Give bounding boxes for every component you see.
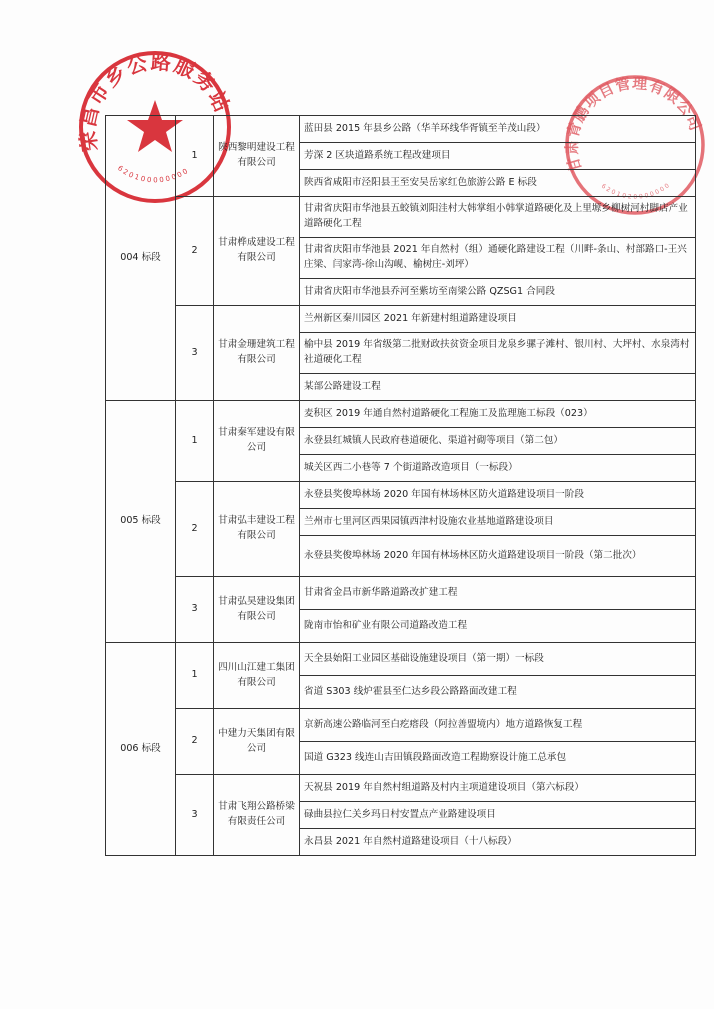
company-name: 甘肃弘丰建设工程有限公司	[214, 482, 300, 577]
table-row	[106, 577, 696, 610]
company-number: 1	[176, 116, 214, 197]
company-number: 1	[176, 401, 214, 482]
project-name: 甘肃省金昌市新华路道路改扩建工程	[300, 577, 696, 610]
project-name: 兰州新区秦川园区 2021 年新建村组道路建设项目	[300, 306, 696, 333]
company-number: 2	[176, 709, 214, 775]
right-seal-code: 6201020000000	[599, 181, 673, 201]
company-number: 3	[176, 577, 214, 643]
table-row	[106, 709, 696, 742]
table-row	[106, 482, 696, 509]
project-name: 麦积区 2019 年通自然村道路硬化工程施工及监理施工标段（023）	[300, 401, 696, 428]
project-name: 碌曲县拉仁关乡玛日村安置点产业路建设项目	[300, 802, 696, 829]
table-row	[106, 197, 696, 238]
left-seal-code: 620100000000	[116, 164, 191, 185]
project-name: 城关区西二小巷等 7 个街道路改造项目（一标段）	[300, 455, 696, 482]
company-name: 陕西黎明建设工程有限公司	[214, 116, 300, 197]
table-row	[106, 401, 696, 428]
company-name: 甘肃桦成建设工程有限公司	[214, 197, 300, 306]
section-label: 004 标段	[106, 116, 176, 401]
company-name: 四川山江建工集团有限公司	[214, 643, 300, 709]
company-number: 2	[176, 482, 214, 577]
company-number: 3	[176, 306, 214, 401]
table-row	[106, 306, 696, 333]
bid-section-table	[105, 115, 696, 856]
company-name: 甘肃秦军建设有限公司	[214, 401, 300, 482]
project-name: 省道 S303 线炉霍县至仁达乡段公路路面改建工程	[300, 676, 696, 709]
section-label: 005 标段	[106, 401, 176, 643]
project-name: 蓝田县 2015 年县乡公路（华羊环线华胥镇至羊茂山段）	[300, 116, 696, 143]
project-name: 天祝县 2019 年自然村组道路及村内主项道建设项目（第六标段）	[300, 775, 696, 802]
project-name: 永昌县 2021 年自然村道路建设项目（十八标段）	[300, 829, 696, 856]
project-name: 甘肃省庆阳市华池县 2021 年自然村（组）通硬化路建设工程（川畔-条山、村部路口-王兴庄梁、闫家湾-徐山沟岘、榆树庄-刘坪）	[300, 238, 696, 279]
project-name: 永登县奖俊埠林场 2020 年国有林场林区防火道路建设项目一阶段	[300, 482, 696, 509]
company-name: 中建力天集团有限公司	[214, 709, 300, 775]
table-row	[106, 775, 696, 802]
project-name: 榆中县 2019 年省级第二批财政扶贫资金项目龙泉乡骡子滩村、银川村、大坪村、水泉湾村社道硬化工程	[300, 333, 696, 374]
project-name: 某部公路建设工程	[300, 374, 696, 401]
company-name: 甘肃弘昊建设集团有限公司	[214, 577, 300, 643]
company-number: 1	[176, 643, 214, 709]
right-seal-text: 甘肃青鹏项目管理有限公司	[562, 74, 705, 175]
project-name: 天全县始阳工业园区基础设施建设项目（第一期）一标段	[300, 643, 696, 676]
project-name: 永登县红城镇人民政府巷道硬化、渠道衬砌等项目（第二包）	[300, 428, 696, 455]
project-name: 甘肃省庆阳市华池县五蛟镇刘阳洼村大韩掌组小韩掌道路硬化及上里塬乡柳树河村脚店产业道路硬化工程	[300, 197, 696, 238]
company-number: 3	[176, 775, 214, 856]
company-name: 甘肃飞翔公路桥梁有限责任公司	[214, 775, 300, 856]
project-name: 陇南市怡和矿业有限公司道路改造工程	[300, 610, 696, 643]
project-name: 芳深 2 区块道路系统工程改建项目	[300, 143, 696, 170]
table-row	[106, 643, 696, 676]
company-name: 甘肃金珊建筑工程有限公司	[214, 306, 300, 401]
project-name: 甘肃省庆阳市华池县乔河至紫坊至南梁公路 QZSG1 合同段	[300, 279, 696, 306]
project-name: 国道 G323 线连山吉田镇段路面改造工程勘察设计施工总承包	[300, 742, 696, 775]
project-name: 兰州市七里河区西果园镇西津村设施农业基地道路建设项目	[300, 509, 696, 536]
project-name: 京新高速公路临河至白疙瘩段（阿拉善盟境内）地方道路恢复工程	[300, 709, 696, 742]
project-name: 永登县奖俊埠林场 2020 年国有林场林区防火道路建设项目一阶段（第二批次）	[300, 536, 696, 577]
section-label: 006 标段	[106, 643, 176, 856]
company-number: 2	[176, 197, 214, 306]
table-row	[106, 116, 696, 143]
left-seal-text: 荣昌市乡公路服务站	[75, 49, 236, 153]
project-name: 陕西省咸阳市泾阳县王至安吴岳家红色旅游公路 E 标段	[300, 170, 696, 197]
